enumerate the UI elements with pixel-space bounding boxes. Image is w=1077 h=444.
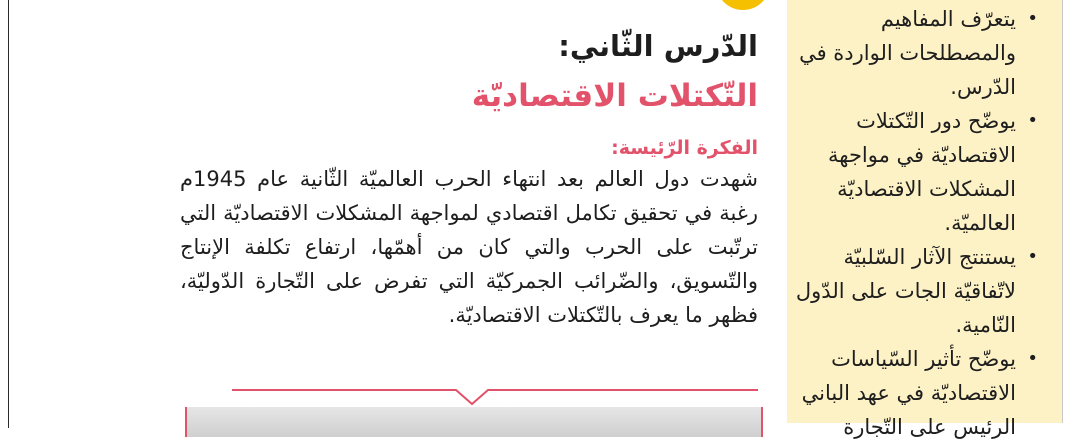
objectives-list — [788, 2, 1038, 444]
objectives-sidebar — [787, 0, 1062, 439]
main-idea-text: شهدت دول العالم بعد انتهاء الحرب العالميّة الثّانية عام 1945م رغبة في تحقيق تكامل اقتصادي لمواجهة المشكلات الاقتصاديّة التي ترتّبت على الحرب والتي كان من أهمّها، ارتفاع تكلفة الإنتاج والتّسويق، والضّرائب الجمركيّة التي تفرض على التّجارة الدّوليّة، فظهر ما يعرف بالتّكتلات الاقتصاديّة. — [180, 167, 758, 327]
main-idea-heading: الفكرة الرّئيسة: — [611, 137, 758, 159]
objective-text: يوضّح دور التّكتلات الاقتصاديّة في مواجهة المشكلات الاقتصاديّة العالميّة. — [828, 109, 1016, 235]
bullet-icon: • — [1027, 110, 1038, 131]
illustration-frame — [185, 407, 763, 437]
lesson-number: الدّرس الثّاني: — [558, 29, 758, 63]
objective-text: يوضّح تأثير السّياسات الاقتصاديّة في عهد الباني الرئيس على التّجارة — [801, 347, 1016, 439]
objective-item — [788, 104, 1038, 240]
section-divider — [232, 384, 758, 408]
lesson-title: التّكتلات الاقتصاديّة — [471, 78, 758, 114]
objective-text: يستنتج الآثار السّلبيّة لاتّفاقيّة الجات على الدّول النّامية. — [795, 245, 1016, 337]
objective-item — [788, 240, 1038, 342]
bullet-icon: • — [1027, 8, 1038, 29]
objective-item — [788, 2, 1038, 104]
objective-item — [788, 342, 1038, 444]
lesson-content — [180, 22, 758, 332]
bullet-icon: • — [1027, 246, 1038, 267]
objective-text: يتعرّف المفاهيم والمصطلحات الواردة في الدّرس. — [799, 7, 1016, 99]
page-border — [8, 0, 9, 428]
lesson-badge — [716, 0, 770, 10]
bullet-icon: • — [1027, 348, 1038, 369]
sidebar-edge-divider — [1062, 0, 1063, 423]
